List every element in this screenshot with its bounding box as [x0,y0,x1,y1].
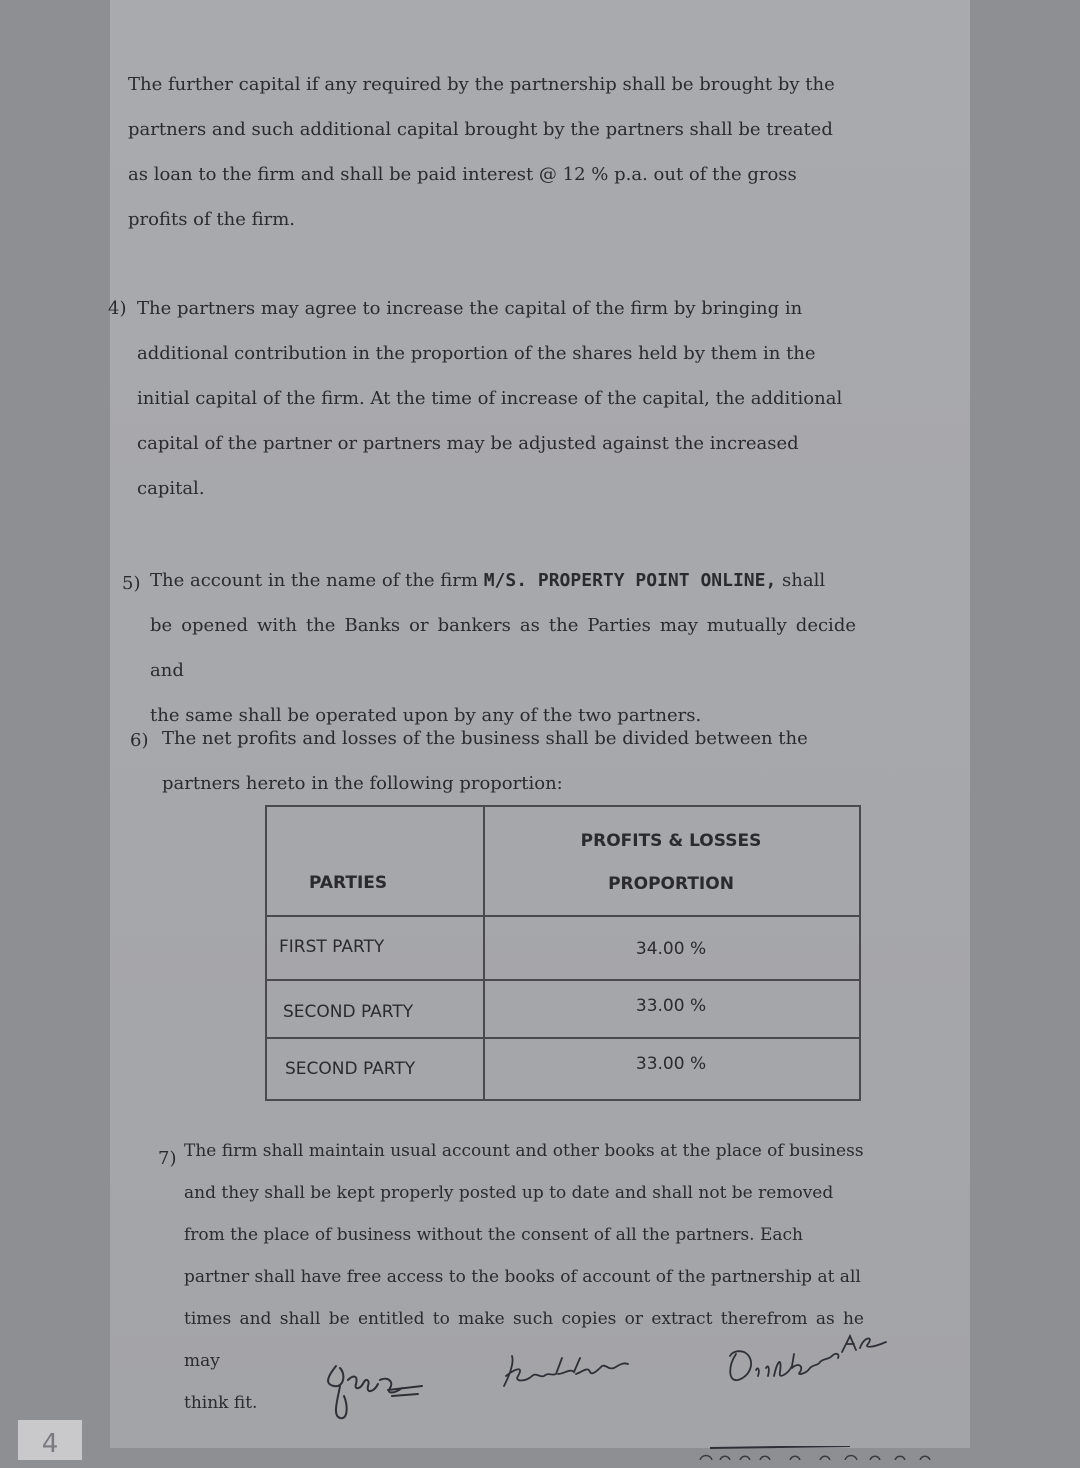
table-row [267,1037,859,1099]
clause-5-line-2: be opened with the Banks or bankers as the Parties may mutually decide and [150,615,856,681]
clause-5-line-1-post: shall [776,570,826,591]
clause-7-line-1: The firm shall maintain usual account and other books at the place of business [184,1141,864,1161]
row-2-proportion: 33.00 % [635,996,707,1016]
firm-name: M/S. PROPERTY POINT ONLINE, [483,570,777,591]
clause-7-line-3: from the place of business without the consent of all the partners. Each [184,1225,803,1245]
table-header [267,807,859,917]
clause-7-line-4: partner shall have free access to the books of account of the partnership at all [184,1267,861,1287]
intro-paragraph [128,62,852,242]
clause-6-line-1: The net profits and losses of the business shall be divided between the [162,728,808,749]
signature-1 [318,1346,428,1426]
header-proportion: PROPORTION [608,874,734,894]
clause-7-line-2: and they shall be kept properly posted up to date and shall not be removed [184,1183,834,1203]
clause-4-line-1: The partners may agree to increase the capital of the firm by bringing in [137,298,803,319]
intro-line-1: The further capital if any required by the partnership shall be brought by the [128,74,835,95]
row-1-proportion: 34.00 % [635,939,707,959]
table-row [267,979,859,1039]
clause-7-line-5: times and shall be entitled to make such copies or extract therefrom as he may [184,1309,864,1371]
clause-4-paragraph [137,286,855,511]
clause-5-paragraph [150,558,856,738]
row-3-party: SECOND PARTY [285,1059,416,1079]
clause-5-line-1 [150,558,856,603]
clause-4-line-3: initial capital of the firm. At the time of increase of the capital, the additional [137,388,843,409]
clause-4-line-4: capital of the partner or partners may be adjusted against the increased [137,433,799,454]
clause-4-number: 4) [108,298,127,319]
clause-7-number: 7) [158,1148,177,1169]
table-row [267,915,859,981]
row-3-proportion: 33.00 % [635,1054,707,1074]
intro-line-2: partners and such additional capital brought by the partners shall be treated [128,119,833,140]
clause-4-line-5: capital. [137,478,205,499]
clause-6-paragraph [162,716,858,806]
intro-line-4: profits of the firm. [128,209,295,230]
clause-6-line-2: partners hereto in the following proportion: [162,773,563,794]
page-number-badge: 4 [18,1420,82,1460]
clause-7-line-6: think fit. [184,1393,258,1413]
footer-watermark [670,1446,960,1460]
header-profits-losses: PROFITS & LOSSES [580,831,762,851]
clause-4-line-2: additional contribution in the proportion of the shares held by them in the [137,343,816,364]
clause-6-number: 6) [130,730,149,751]
intro-line-3: as loan to the firm and shall be paid interest @ 12 % p.a. out of the gross [128,164,797,185]
clause-5-number: 5) [122,573,141,594]
row-2-party: SECOND PARTY [283,1002,414,1022]
clause-5-line-3: the same shall be operated upon by any of the two partners. [150,705,702,726]
signature-3 [722,1318,892,1398]
signature-2 [496,1346,636,1396]
header-parties: PARTIES [309,873,388,893]
clause-5-line-1-pre: The account in the name of the firm [150,570,484,591]
profit-sharing-table [265,805,861,1101]
row-1-party: FIRST PARTY [279,937,385,957]
